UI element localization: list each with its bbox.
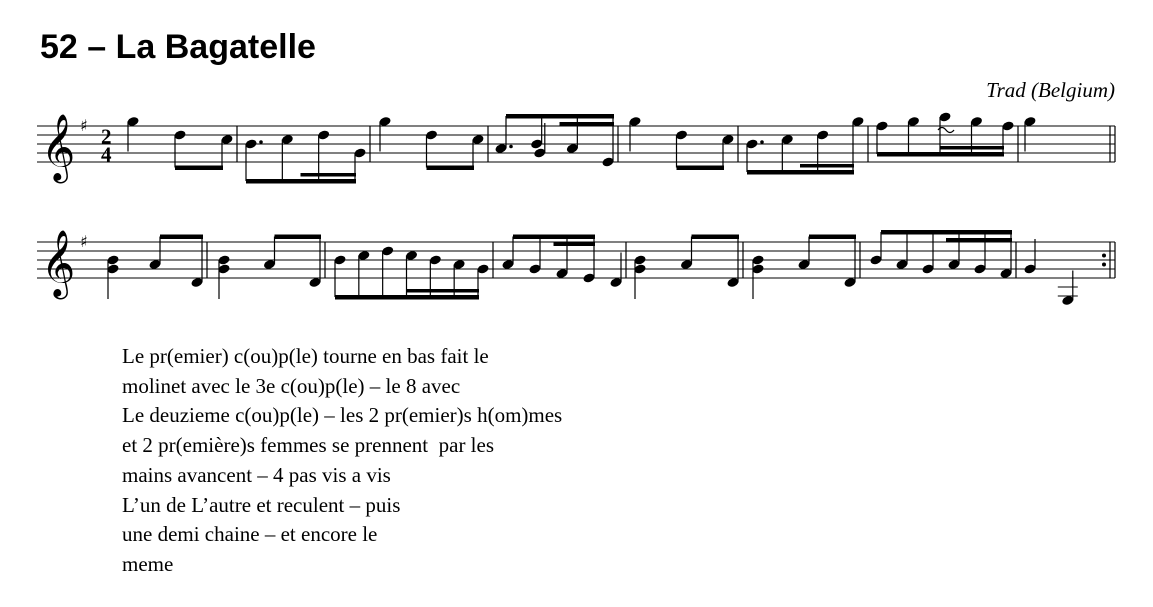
composer-credit: Trad (Belgium) [986,78,1115,102]
instruction-line: meme [122,551,174,576]
instruction-line: une demi chaine – et encore le [122,522,378,547]
staff-system [37,111,1115,183]
instruction-line: et 2 pr(emière)s femmes se prennent par les [122,433,495,458]
sharp-icon: ♯ [80,232,88,251]
beam [246,179,356,184]
instruction-line: Le pr(emier) c(ou)p(le) tourne en bas fait le [122,344,489,368]
dot [259,140,263,144]
beam [506,114,614,119]
dot [760,140,764,144]
beam [554,243,596,247]
beam [877,152,1004,157]
repeat-dot [1102,254,1106,258]
instruction-line: mains avancent – 4 pas vis a vis [122,462,391,487]
beam [301,173,357,177]
beam [946,238,1012,242]
beam [692,235,740,240]
staff-system [37,228,1115,306]
beam [160,235,203,240]
sharp-icon: ♯ [80,116,88,135]
beam [677,166,725,171]
instruction-line: Le deuzieme c(ou)p(le) – les 2 pr(emier)s h(om)mes [122,403,563,428]
dot [509,145,513,149]
beam [747,170,854,175]
beam [427,166,475,171]
beam [175,166,223,171]
treble-clef-icon: 𝄞 [41,228,76,297]
beam [800,164,854,168]
time-signature-top: 2 [101,124,112,149]
instruction-line: molinet avec le 3e c(ou)p(le) – le 8 avec [122,373,461,398]
beam [513,235,595,240]
repeat-dot [1102,263,1106,267]
beam [335,295,479,300]
beam [560,122,615,126]
dance-instructions [122,342,562,580]
beam [940,146,1004,150]
treble-clef-icon: 𝄞 [41,112,76,181]
beam [407,289,480,293]
beam [275,235,322,240]
instruction-line: L’un de L’autre et reculent – puis [122,492,401,517]
beam [809,235,856,240]
page-title: 52 – La Bagatelle [40,28,316,66]
beam [881,230,1012,235]
time-signature-bottom: 4 [101,142,112,167]
